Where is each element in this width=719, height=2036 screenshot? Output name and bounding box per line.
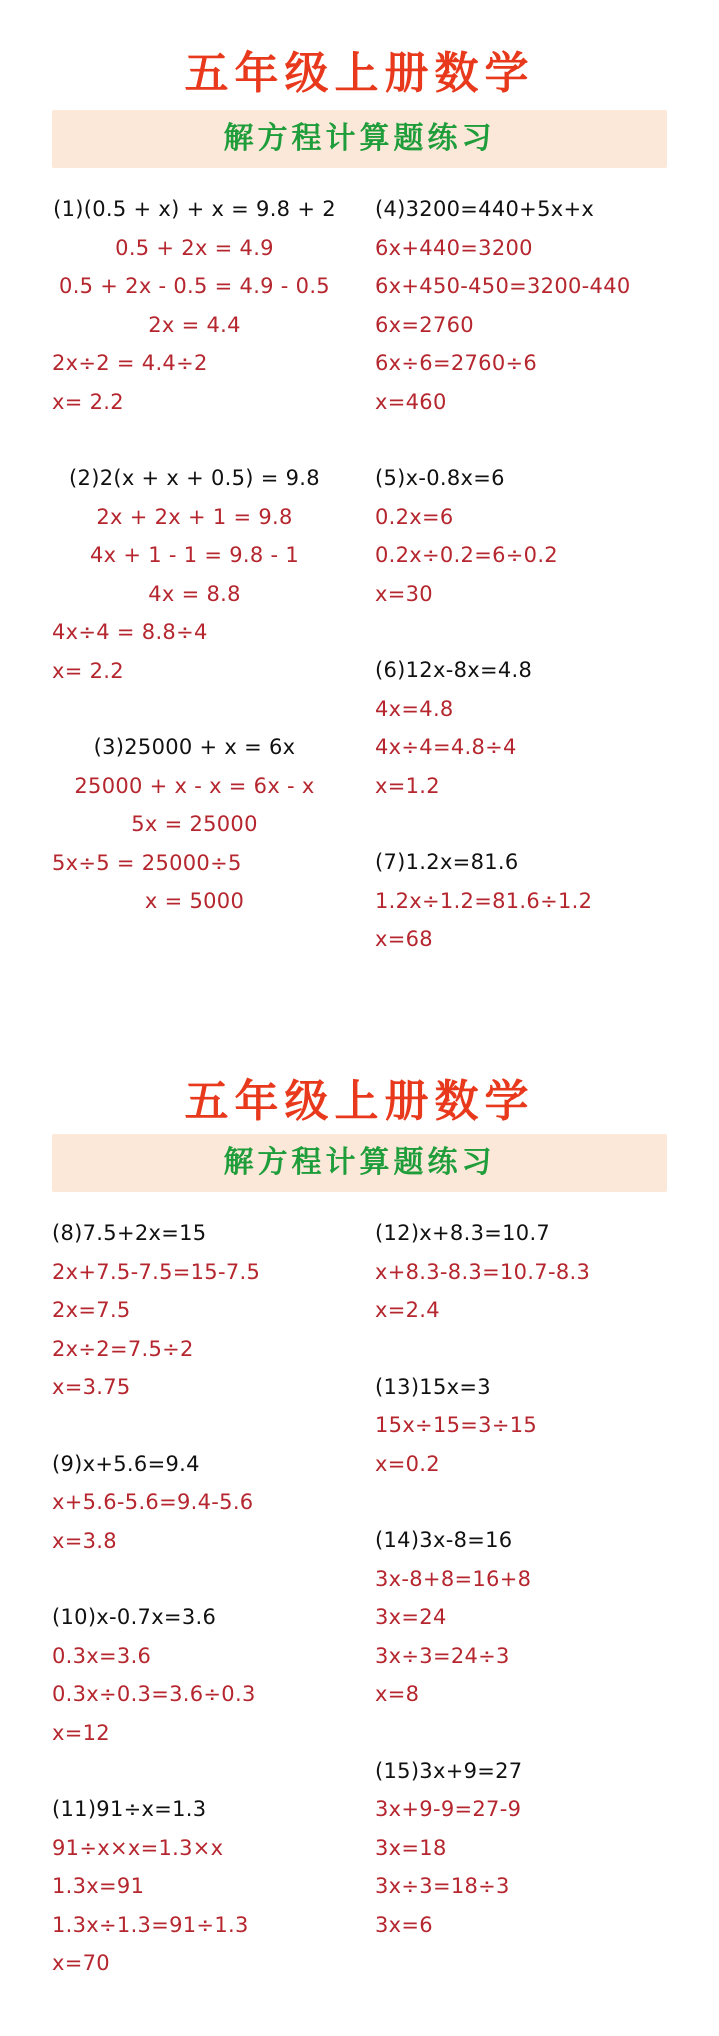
solution-step: 25000 + x - x = 6x - x — [74, 773, 315, 798]
solution-step: x=460 — [375, 389, 447, 414]
main-title: 五年级上册数学 — [184, 1076, 535, 1127]
solution-step: 3x÷3=18÷3 — [375, 1874, 510, 1898]
solution-step: x=30 — [375, 581, 433, 606]
subtitle-banner — [52, 1134, 667, 1192]
solution-step: 4x÷4=4.8÷4 — [375, 735, 517, 759]
solution-step: 6x=2760 — [375, 312, 474, 337]
solution-step: x=68 — [375, 927, 433, 951]
solution-step: 15x÷15=3÷15 — [375, 1413, 538, 1437]
solution-step: 91÷x×x=1.3×x — [52, 1835, 224, 1860]
solution-step: 2x+7.5-7.5=15-7.5 — [52, 1259, 261, 1284]
solution-step: 1.2x÷1.2=81.6÷1.2 — [375, 888, 593, 913]
equation-question: (13)15x=3 — [375, 1374, 491, 1399]
equation-question: (7)1.2x=81.6 — [375, 850, 519, 874]
equation-question: (8)7.5+2x=15 — [52, 1221, 207, 1245]
solution-step: 6x+450-450=3200-440 — [375, 274, 631, 298]
equation-question: (2)2(x + x + 0.5) = 9.8 — [69, 466, 320, 490]
equation-problem — [375, 1521, 705, 1714]
solution-step: 2x = 4.4 — [148, 312, 241, 337]
solution-step: 6x+440=3200 — [375, 235, 533, 260]
equation-problem — [375, 1752, 705, 1945]
solution-step: x= 2.2 — [52, 658, 124, 683]
equation-question: (6)12x-8x=4.8 — [375, 658, 533, 682]
subtitle: 解方程计算题练习 — [223, 121, 496, 156]
solution-step: x= 2.2 — [52, 389, 124, 414]
right-column — [375, 190, 705, 959]
equation-question: (4)3200=440+5x+x — [375, 197, 595, 221]
solution-step: 4x + 1 - 1 = 9.8 - 1 — [89, 543, 300, 567]
solution-step: 1.3x=91 — [52, 1874, 145, 1898]
solution-step: 2x=7.5 — [52, 1298, 131, 1322]
solution-step: x=3.8 — [52, 1528, 117, 1553]
subtitle-banner — [52, 110, 667, 168]
equation-question: (15)3x+9=27 — [375, 1758, 523, 1783]
solution-step: x=0.2 — [375, 1451, 440, 1476]
right-column — [375, 1214, 705, 1944]
equation-problem — [375, 1368, 705, 1484]
solution-step: 2x÷2=7.5÷2 — [52, 1336, 194, 1361]
solution-step: 0.2x÷0.2=6÷0.2 — [375, 543, 558, 567]
solution-step: 5x÷5 = 25000÷5 — [52, 850, 242, 875]
equation-question: (12)x+8.3=10.7 — [375, 1221, 551, 1245]
solution-step: 4x = 8.8 — [148, 581, 241, 606]
solution-step: 3x=18 — [375, 1835, 447, 1860]
solution-step: 3x+9-9=27-9 — [375, 1797, 522, 1821]
equation-problem — [52, 1598, 382, 1752]
solution-step: 0.5 + 2x - 0.5 = 4.9 - 0.5 — [59, 274, 330, 298]
solution-step: 5x = 25000 — [131, 812, 258, 836]
subtitle: 解方程计算题练习 — [223, 1145, 496, 1180]
solution-step: 0.3x=3.6 — [52, 1643, 152, 1668]
solution-step: x=8 — [375, 1682, 420, 1706]
equation-problem — [375, 651, 705, 805]
solution-step: x=3.75 — [52, 1375, 131, 1399]
solution-step: 6x÷6=2760÷6 — [375, 351, 538, 375]
equation-problem — [375, 459, 705, 613]
solution-step: 0.5 + 2x = 4.9 — [115, 235, 274, 260]
equation-question: (3)25000 + x = 6x — [93, 735, 296, 759]
equation-problem — [52, 728, 337, 921]
equation-question: (1)(0.5 + x) + x = 9.8 + 2 — [53, 197, 336, 221]
solution-step: 2x + 2x + 1 = 9.8 — [96, 504, 293, 529]
equation-problem — [52, 1445, 382, 1561]
equation-question: (9)x+5.6=9.4 — [52, 1451, 200, 1476]
solution-step: x+5.6-5.6=9.4-5.6 — [52, 1490, 254, 1514]
equation-problem — [52, 1214, 382, 1407]
equation-question: (5)x-0.8x=6 — [375, 466, 505, 490]
solution-step: 3x-8+8=16+8 — [375, 1566, 532, 1591]
left-column — [52, 1214, 382, 1983]
solution-step: 3x=6 — [375, 1912, 433, 1937]
solution-step: 4x=4.8 — [375, 696, 454, 721]
equation-question: (10)x-0.7x=3.6 — [52, 1605, 217, 1629]
equation-problem — [375, 1214, 705, 1330]
solution-step: x=1.2 — [375, 773, 440, 798]
equation-problem — [52, 1790, 382, 1983]
left-column — [52, 190, 337, 921]
equation-problem — [52, 459, 337, 690]
equation-question: (11)91÷x=1.3 — [52, 1797, 207, 1821]
solution-step: 1.3x÷1.3=91÷1.3 — [52, 1912, 249, 1937]
solution-step: 3x=24 — [375, 1605, 447, 1629]
solution-step: 3x÷3=24÷3 — [375, 1643, 510, 1668]
equation-problem — [52, 190, 337, 421]
solution-step: x=12 — [52, 1720, 110, 1745]
equation-question: (14)3x-8=16 — [375, 1528, 513, 1552]
solution-step: x = 5000 — [144, 889, 245, 913]
solution-step: x=2.4 — [375, 1298, 440, 1322]
solution-step: x+8.3-8.3=10.7-8.3 — [375, 1259, 591, 1284]
main-title: 五年级上册数学 — [184, 48, 535, 99]
solution-step: x=70 — [52, 1951, 110, 1975]
solution-step: 4x÷4 = 8.8÷4 — [52, 620, 208, 644]
solution-step: 0.2x=6 — [375, 504, 454, 529]
equation-problem — [375, 190, 705, 421]
equation-problem — [375, 843, 705, 959]
solution-step: 0.3x÷0.3=3.6÷0.3 — [52, 1682, 256, 1706]
worksheet-section-2 — [0, 1030, 719, 2036]
solution-step: 2x÷2 = 4.4÷2 — [52, 351, 208, 375]
